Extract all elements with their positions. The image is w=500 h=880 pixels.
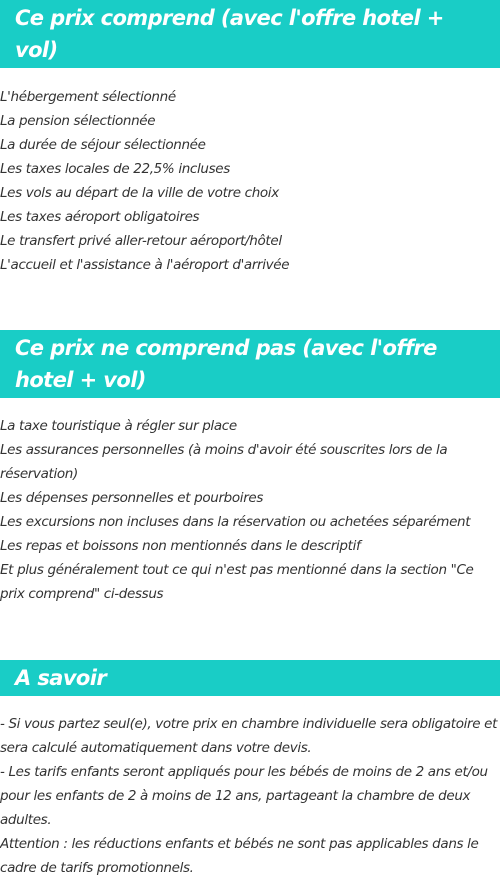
section-title-included: Ce prix comprend (avec l'offre hotel + vol) — [0, 0, 500, 68]
good-to-know-list — [0, 696, 500, 880]
list-item: L'hébergement sélectionné — [0, 89, 176, 105]
list-item: Les excursions non incluses dans la réservation ou achetées séparément — [0, 514, 471, 530]
list-item: Les taxes locales de 22,5% incluses — [0, 161, 230, 177]
list-item: Les dépenses personnelles et pourboires — [0, 490, 264, 506]
section-title-good-to-know: A savoir — [0, 660, 500, 696]
list-item: Et plus généralement tout ce qui n'est pas mentionné dans la section "Ce prix comprend" ci-dessus — [0, 562, 474, 602]
list-item: Les taxes aéroport obligatoires — [0, 209, 200, 225]
list-item: L'accueil et l'assistance à l'aéroport d'arrivée — [0, 257, 290, 273]
list-item: Attention : les réductions enfants et bébés ne sont pas applicables dans le cadre de tarifs promotionnels. — [0, 836, 479, 876]
list-item: - Les tarifs enfants seront appliqués pour les bébés de moins de 2 ans et/ou pour les enfants de 2 à moins de 12 ans, partageant la chambre de deux adultes. — [0, 764, 488, 828]
included-list — [0, 68, 500, 277]
list-item: Le transfert privé aller-retour aéroport/hôtel — [0, 233, 282, 249]
section-title-not-included: Ce prix ne comprend pas (avec l'offre hotel + vol) — [0, 330, 500, 398]
list-item: La pension sélectionnée — [0, 113, 156, 129]
list-item: Les assurances personnelles (à moins d'avoir été souscrites lors de la réservation) — [0, 442, 448, 482]
list-item: Les vols au départ de la ville de votre choix — [0, 185, 279, 201]
list-item: - Si vous partez seul(e), votre prix en chambre individuelle sera obligatoire et sera calculé automatiquement dans votre devis. — [0, 716, 498, 756]
list-item: La taxe touristique à régler sur place — [0, 418, 237, 434]
list-item: La durée de séjour sélectionnée — [0, 137, 206, 153]
list-item: Les repas et boissons non mentionnés dans le descriptif — [0, 538, 361, 554]
not-included-list — [0, 398, 500, 606]
